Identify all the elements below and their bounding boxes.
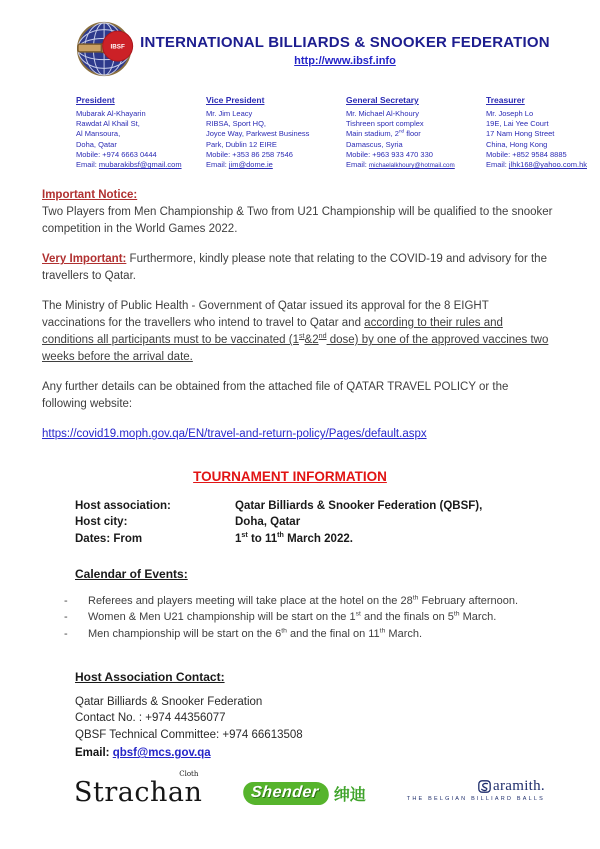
host-contact-lines	[75, 694, 600, 743]
dates-label: Dates: From	[75, 532, 143, 545]
shender-name: Shender	[242, 782, 330, 805]
dates-value: 1st to 11th March 2022.	[235, 530, 353, 545]
officer-line: Mr. Jim Leacy	[206, 108, 253, 118]
officer-line: 17 Nam Hong Street	[486, 129, 555, 139]
email-label: Email:	[346, 160, 369, 170]
shender-chinese-name: 绅迪	[333, 787, 366, 804]
very-important-label: Very Important:	[42, 253, 127, 266]
calendar-list	[64, 593, 570, 643]
very-important-paragraph	[42, 251, 554, 285]
officer-line: Al Mansoura,	[76, 129, 121, 139]
vice-president-email-link[interactable]: jim@dome.ie	[228, 160, 273, 170]
bullet-dash: -	[64, 611, 68, 624]
officer-vice-president	[206, 95, 334, 171]
officer-role: Treasurer	[486, 95, 525, 105]
aramith-logo	[407, 778, 545, 802]
general-secretary-email-link[interactable]: michaelalkhoury@hotmail.com	[368, 162, 455, 170]
shender-logo	[243, 782, 366, 805]
header-text	[140, 34, 570, 69]
officer-line: Mr. Michael Al-Khoury	[346, 108, 419, 118]
officer-line: Mobile: +852 9584 8885	[486, 150, 567, 160]
very-important-text: Furthermore, kindly please note that relating to the COVID-19 and advisory for the travellers to Qatar.	[42, 253, 547, 283]
president-email-link[interactable]: mubarakibsf@gmail.com	[98, 160, 182, 170]
aramith-tagline: THE BELGIAN BILLIARD BALLS	[406, 796, 545, 802]
host-email-link[interactable]: qbsf@mcs.gov.qa	[112, 747, 211, 760]
vaccination-paragraph: The Ministry of Public Health - Government of Qatar issued its approval for the 8 EIGHT vaccinations for the travellers who intend to travel to Qatar and according to their rules and conditions all participants must to be vaccinated (1st&2nd dose) by one of the approved vaccines two weeks before the arrival date.	[42, 300, 549, 364]
table-row	[75, 514, 600, 530]
email-label: Email:	[206, 160, 229, 170]
host-association-contact-heading: Host Association Contact:	[75, 670, 225, 685]
officers-block	[76, 95, 587, 171]
officer-line: Mobile: +974 6663 0444	[76, 150, 157, 160]
officer-line: RIBSA, Sport HQ,	[206, 119, 267, 129]
aramith-name: aramith.	[493, 778, 545, 794]
ibsf-globe-icon	[76, 18, 138, 80]
travel-policy-link[interactable]: https://covid19.moph.gov.qa/EN/travel-and-return-policy/Pages/default.aspx	[42, 428, 427, 441]
host-city-value: Doha, Qatar	[235, 516, 301, 529]
travel-policy-link-line	[42, 426, 554, 443]
calendar-item-text: Women & Men U21 championship will be start on the 1st and the finals on 5th March.	[88, 610, 497, 624]
strachan-logo	[74, 770, 202, 806]
calendar-of-events-heading: Calendar of Events:	[75, 566, 188, 581]
officer-line: China, Hong Kong	[486, 139, 548, 149]
tournament-info-table	[75, 498, 600, 546]
treasurer-email-link[interactable]: jlhk168@yahoo.com.hk	[508, 160, 587, 170]
table-row	[75, 498, 600, 514]
officer-role: General Secretary	[346, 95, 419, 105]
further-details-text: Any further details can be obtained from the attached file of QATAR TRAVEL POLICY or the following website:	[42, 381, 509, 411]
sponsor-logos	[0, 770, 600, 806]
strachan-name: Strachan	[74, 777, 203, 808]
officer-treasurer	[486, 95, 596, 171]
bullet-dash: -	[64, 594, 68, 607]
email-label: Email:	[76, 160, 99, 170]
federation-title: INTERNATIONAL BILLIARDS & SNOOKER FEDERATION	[140, 34, 550, 51]
officer-line: 19E, Lai Yee Court	[486, 119, 549, 129]
officer-line: Joyce Way, Parkwest Business	[206, 129, 310, 139]
list-item	[64, 593, 570, 610]
officer-general-secretary	[346, 95, 474, 171]
host-contact-email-row	[75, 747, 600, 759]
officer-line: Mobile: +353 86 258 7546	[206, 150, 293, 160]
ibsf-logo	[76, 18, 140, 85]
officer-role: Vice President	[206, 95, 265, 105]
officer-line: Mobile: +963 933 470 330	[346, 150, 433, 160]
officer-email-row	[76, 160, 194, 170]
aramith-row	[407, 778, 545, 795]
officer-email-row	[486, 160, 596, 170]
officer-role: President	[76, 95, 115, 105]
calendar-item-text: Referees and players meeting will take place at the hotel on the 28th February afternoon.	[88, 593, 519, 607]
document-body	[42, 187, 560, 443]
list-item	[64, 626, 570, 643]
header	[0, 0, 600, 85]
bullet-dash: -	[64, 627, 68, 640]
email-label: Email:	[75, 747, 113, 760]
table-row	[75, 531, 600, 547]
strachan-cloth-label: Cloth	[179, 770, 199, 778]
email-label: Email:	[486, 160, 509, 170]
host-city-label: Host city:	[75, 516, 128, 529]
officer-line: Mr. Joseph Lo	[486, 108, 534, 118]
list-item	[64, 609, 570, 626]
officer-line: Tishreen sport complex	[346, 119, 424, 129]
officer-line: Park, Dublin 12 EIRE	[206, 139, 277, 149]
tournament-information-heading: TOURNAMENT INFORMATION	[193, 469, 387, 485]
important-notice-text: Two Players from Men Championship & Two from U21 Championship will be qualified to the snooker competition in the World Games 2022.	[42, 206, 553, 236]
aramith-mark-icon	[478, 780, 491, 793]
officer-line: Rawdat Al Khail St,	[76, 119, 140, 129]
federation-website-link[interactable]: http://www.ibsf.info	[294, 55, 396, 67]
contact-line: Contact No. : +974 44356077	[75, 712, 226, 725]
host-association-label: Host association:	[75, 500, 171, 513]
contact-line: QBSF Technical Committee: +974 66613508	[75, 728, 303, 741]
officer-line: Damascus, Syria	[346, 139, 403, 149]
svg-text:IBSF: IBSF	[110, 43, 125, 51]
officer-email-row	[206, 160, 334, 170]
calendar-item-text: Men championship will be start on the 6th and the final on 11th March.	[88, 626, 423, 640]
important-notice-heading: Important Notice:	[42, 189, 138, 202]
host-association-value: Qatar Billiards & Snooker Federation (QBSF),	[235, 500, 483, 513]
contact-line: Qatar Billiards & Snooker Federation	[75, 696, 263, 709]
officer-president	[76, 95, 194, 171]
officer-line: Mubarak Al-Khayarin	[76, 108, 146, 118]
officer-line: Doha, Qatar	[76, 139, 117, 149]
officer-line: Main stadium, 2nd floor	[346, 128, 421, 139]
officer-email-row	[346, 160, 474, 171]
